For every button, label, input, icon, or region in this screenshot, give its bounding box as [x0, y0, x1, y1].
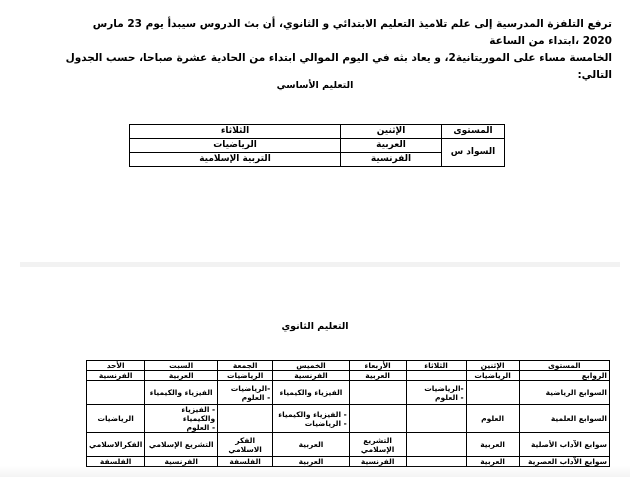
table-row — [87, 371, 610, 381]
secondary-schedule-table — [86, 360, 610, 467]
header-cell: الأربعاء — [349, 361, 406, 371]
table-cell: الرياضيات — [466, 371, 519, 381]
header-cell: المستوى — [519, 361, 609, 371]
table-row — [87, 405, 610, 433]
header-cell: الثلاثاء — [130, 125, 341, 139]
table-row — [87, 381, 610, 405]
primary-schedule-table — [129, 124, 505, 167]
header-cell: الإثنين — [466, 361, 519, 371]
table-cell: العربية — [466, 433, 519, 457]
table-cell: العلوم — [466, 405, 519, 433]
table-cell: الفرنسية — [87, 371, 145, 381]
table-cell: العربية — [466, 457, 519, 467]
table-cell — [406, 405, 466, 433]
table-cell: العربية — [341, 139, 442, 153]
table-cell: الفرنسية — [349, 457, 406, 467]
table-cell: الرياضيات — [218, 371, 273, 381]
table-header-row — [87, 361, 610, 371]
header-cell: السبت — [145, 361, 218, 371]
intro-paragraph — [60, 16, 612, 84]
table-cell: - الفيزياء والكيمياء - العلوم — [145, 405, 218, 433]
header-cell: المستوى — [442, 125, 505, 139]
table-cell — [87, 381, 145, 405]
table-cell: الفكرالاسلامي — [87, 433, 145, 457]
header-cell: الإثنين — [341, 125, 442, 139]
secondary-heading: التعليم الثانوي — [281, 321, 349, 332]
table-cell — [406, 457, 466, 467]
table-cell: التشريع الإسلامي — [145, 433, 218, 457]
level-cell: سوابع الآداب العصرية — [519, 457, 609, 467]
table-cell: التربية الإسلامية — [130, 153, 341, 167]
table-cell: الرياضيات — [87, 405, 145, 433]
table-cell: العربية — [273, 457, 350, 467]
header-cell: الأحد — [87, 361, 145, 371]
header-cell: الثلاثاء — [406, 361, 466, 371]
table-cell: الفرنسية — [341, 153, 442, 167]
table-cell: - الفيزياء والكيمياء - الرياضيات — [273, 405, 350, 433]
table-cell: الفيزياء والكيمياء — [273, 381, 350, 405]
intro-line-1: ترفع التلفزة المدرسية إلى علم تلاميذ التعليم الابتدائي و الثانوي، أن بث الدروس سيبدأ يوم 23 مارس 2020 ،ابتداء من الساعة — [92, 18, 612, 47]
table-row — [87, 457, 610, 467]
table-cell: الفلسفة — [87, 457, 145, 467]
table-cell: التشريع الإسلامي — [349, 433, 406, 457]
table-cell — [349, 381, 406, 405]
table-cell — [218, 405, 273, 433]
table-cell: الفيزياء والكيمياء — [145, 381, 218, 405]
header-cell: الخميس — [273, 361, 350, 371]
level-cell: السوابع العلمية — [519, 405, 609, 433]
table-cell: العربية — [273, 433, 350, 457]
table-cell: الفكر الاسلامي — [218, 433, 273, 457]
table-cell: الفرنسية — [273, 371, 350, 381]
table-cell: -الرياضيات - العلوم — [406, 381, 466, 405]
level-cell: السواد س — [442, 139, 505, 167]
table-cell: الفلسفة — [218, 457, 273, 467]
table-cell: الرياضيات — [130, 139, 341, 153]
level-cell: سوابع الآداب الأصلية — [519, 433, 609, 457]
level-cell: الروابع — [519, 371, 609, 381]
level-cell: السوابع الرياضية — [519, 381, 609, 405]
table-cell: العربية — [145, 371, 218, 381]
table-row — [130, 139, 505, 153]
intro-line-2: الخامسة مساء على الموريتانية2، و يعاد بثه في اليوم الموالي ابتداء من الحادية عشرة صباحا، حسب الجدول التالي: — [65, 52, 612, 81]
page-gap — [20, 262, 620, 267]
primary-heading: التعليم الأساسي — [276, 80, 354, 91]
table-cell: -الرياضيات - العلوم — [218, 381, 273, 405]
table-cell — [466, 381, 519, 405]
table-row — [87, 433, 610, 457]
table-header-row — [130, 125, 505, 139]
table-cell: الفرنسية — [145, 457, 218, 467]
page-bottom-edge — [0, 466, 630, 477]
table-cell: العربية — [349, 371, 406, 381]
table-cell — [349, 405, 406, 433]
header-cell: الجمعة — [218, 361, 273, 371]
table-cell — [406, 433, 466, 457]
table-cell — [406, 371, 466, 381]
